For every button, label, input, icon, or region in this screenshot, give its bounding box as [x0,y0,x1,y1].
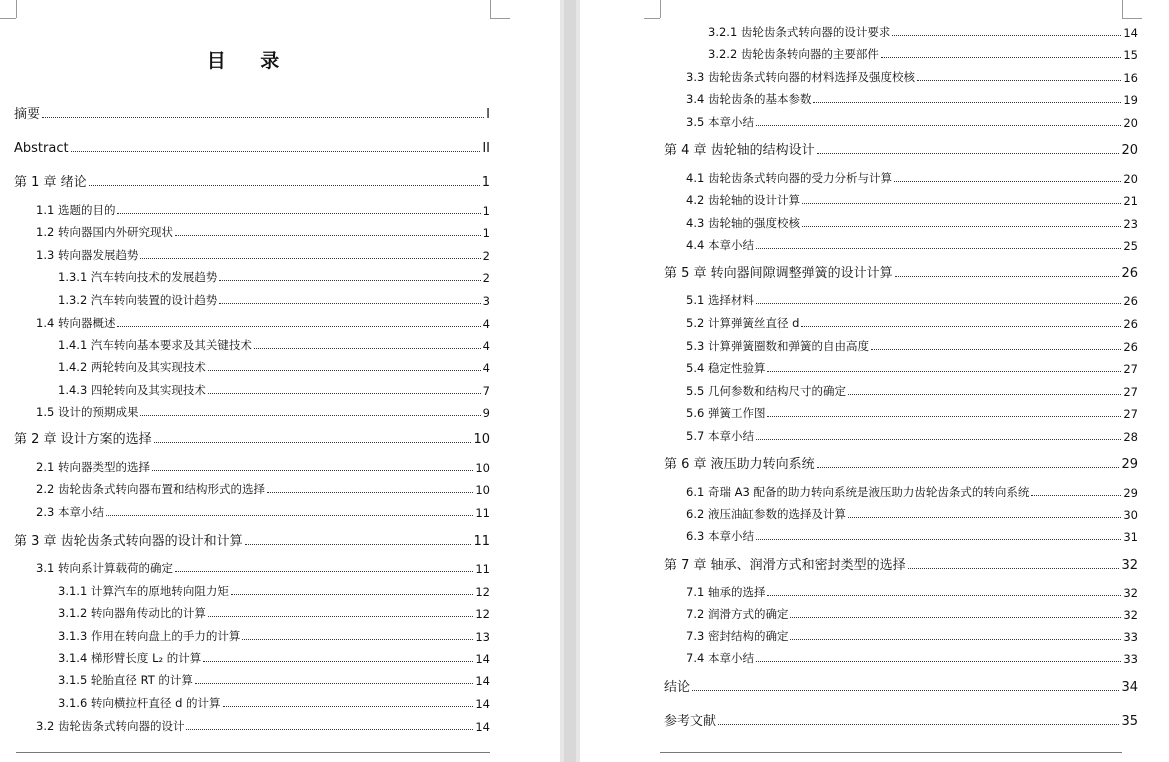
toc-dot-leader [756,248,1121,249]
toc-page-right [580,0,1169,762]
toc-entry-title: 6.1 奇瑞 A3 配备的助力转向系统是液压助力齿轮齿条式的转向系统 [686,485,1030,499]
crop-mark [16,0,17,18]
toc-dot-leader [89,185,480,186]
toc-entry-page: 16 [1123,71,1138,85]
toc-entry-page: 10 [475,461,490,475]
toc-dot-leader [767,371,1121,372]
toc-dot-leader [917,80,1121,81]
toc-entry-title: 第 4 章 齿轮轴的结构设计 [664,143,815,158]
toc-entry-page: 19 [1123,93,1138,107]
toc-entry-title: 第 7 章 轴承、润滑方式和密封类型的选择 [664,558,906,573]
toc-entry[interactable] [686,381,1138,399]
crop-mark [660,0,661,18]
toc-dot-leader [892,35,1121,36]
toc-entry[interactable] [36,402,490,420]
toc-entry-title: 2.1 转向器类型的选择 [36,460,150,474]
toc-entry[interactable] [686,190,1138,208]
toc-dot-leader [242,639,473,640]
toc-dot-leader [871,349,1121,350]
toc-entry-title: 3.2.1 齿轮齿条式转向器的设计要求 [708,25,891,39]
toc-entry-page: 1 [481,175,490,190]
toc-entry[interactable] [36,457,490,475]
toc-entry[interactable] [36,200,490,218]
toc-dot-leader [42,117,484,118]
toc-entry-page: 21 [1123,194,1138,208]
toc-dot-leader [767,416,1121,417]
toc-dot-leader [895,276,1120,277]
toc-entry-title: 5.7 本章小结 [686,429,754,443]
toc-entry-title: 4.1 齿轮齿条式转向器的受力分析与计算 [686,171,892,185]
toc-entry[interactable] [664,454,1138,472]
toc-entry-title: 3.3 齿轮齿条式转向器的材料选择及强度校核 [686,70,915,84]
toc-entry-title: 3.5 本章小结 [686,115,754,129]
toc-entry[interactable] [708,22,1138,40]
toc-dot-leader [848,394,1121,395]
toc-entry-page: 14 [475,697,490,711]
toc-entry-page: 12 [475,585,490,599]
toc-entry-page: 4 [482,317,490,331]
toc-entry-page: 3 [482,294,490,308]
toc-entry[interactable] [686,426,1138,444]
toc-entry-title: 第 3 章 齿轮齿条式转向器的设计和计算 [14,534,243,549]
toc-entry-title: 3.1.1 计算汽车的原地转向阻力矩 [58,584,229,598]
toc-dot-leader [219,303,480,304]
toc-entry-page: 10 [473,432,490,447]
toc-entry[interactable] [686,235,1138,253]
toc-entry[interactable] [58,380,490,398]
toc-dot-leader [718,724,1119,725]
toc-dot-leader [817,467,1120,468]
toc-entry[interactable] [58,267,490,285]
toc-dot-leader [208,370,481,371]
toc-entry[interactable] [686,67,1138,85]
toc-entry-title: 6.3 本章小结 [686,529,754,543]
toc-entry[interactable] [58,581,490,599]
toc-entry[interactable] [58,290,490,308]
toc-dot-leader [802,226,1121,227]
toc-entry[interactable] [686,313,1138,331]
toc-entry-page: 26 [1123,340,1138,354]
crop-mark [490,18,510,19]
toc-entry-title: 5.3 计算弹簧圈数和弹簧的自由高度 [686,339,869,353]
toc-entry[interactable] [686,504,1138,522]
toc-entry-title: 1.4.3 四轮转向及其实现技术 [58,383,206,397]
toc-entry-page: 14 [475,720,490,734]
toc-dot-leader [767,595,1121,596]
toc-entry-title: 1.4 转向器概述 [36,316,116,330]
crop-mark [490,0,491,18]
crop-mark [0,18,16,19]
toc-entry-page: 27 [1123,362,1138,376]
toc-entry[interactable] [686,526,1138,544]
toc-entry-page: 35 [1121,714,1138,729]
toc-entry-title: 1.4.2 两轮转向及其实现技术 [58,360,206,374]
toc-dot-leader [223,706,474,707]
toc-entry-page: 25 [1123,239,1138,253]
toc-dot-leader [881,57,1121,58]
toc-dot-leader [790,639,1121,640]
toc-entry-page: 7 [482,384,490,398]
toc-entry-title: 3.1.4 梯形臂长度 L₂ 的计算 [58,651,202,665]
toc-entry-page: 27 [1123,385,1138,399]
toc-entry-title: 4.2 齿轮轴的设计计算 [686,193,800,207]
toc-entry-title: 7.2 润滑方式的确定 [686,607,789,621]
toc-entry-title: 6.2 液压油缸参数的选择及计算 [686,507,846,521]
toc-entry-title: 5.6 弹簧工作图 [686,406,766,420]
toc-entry-page: 32 [1123,586,1138,600]
toc-dot-leader [756,661,1121,662]
toc-entry-title: 1.4.1 汽车转向基本要求及其关键技术 [58,338,252,352]
toc-entry-title: 1.5 设计的预期成果 [36,405,139,419]
toc-entry[interactable] [36,222,490,240]
toc-entry-page: 20 [1123,172,1138,186]
toc-entry[interactable] [14,172,490,190]
toc-entry[interactable] [36,716,490,734]
toc-dot-leader [756,539,1121,540]
toc-entry-page: 29 [1121,457,1138,472]
toc-entry-page: 33 [1123,652,1138,666]
toc-dot-leader [790,617,1121,618]
toc-entry[interactable] [14,138,490,156]
gutter-strip [564,0,576,762]
toc-dot-leader [208,616,473,617]
toc-entry-title: Abstract [14,141,69,156]
toc-dot-leader [802,203,1121,204]
toc-entry[interactable] [686,112,1138,130]
toc-entry-page: 1 [482,226,490,240]
toc-entry-title: 7.4 本章小结 [686,651,754,665]
toc-entry[interactable] [58,357,490,375]
toc-entry-title: 1.3.1 汽车转向技术的发展趋势 [58,270,218,284]
toc-entry-page: 32 [1123,608,1138,622]
toc-entry-page: 26 [1123,294,1138,308]
toc-dot-leader [813,102,1121,103]
toc-entry-page: 14 [1123,26,1138,40]
toc-dot-leader [106,515,473,516]
toc-entry[interactable] [686,626,1138,644]
toc-dot-leader [219,280,480,281]
toc-entry-title: 2.3 本章小结 [36,505,104,519]
toc-entry-title: 5.5 几何参数和结构尺寸的确定 [686,384,846,398]
toc-entry[interactable] [36,313,490,331]
toc-title: 目 录 [206,50,294,72]
toc-entry-page: 11 [475,506,490,520]
toc-entry-page: 20 [1121,143,1138,158]
toc-entry-page: 27 [1123,407,1138,421]
toc-entry-page: 34 [1121,680,1138,695]
toc-entry-title: 3.1.3 作用在转向盘上的手力的计算 [58,629,241,643]
toc-entry[interactable] [58,670,490,688]
toc-entry-page: II [482,141,490,156]
toc-entry-title: 7.3 密封结构的确定 [686,629,789,643]
toc-entry[interactable] [686,648,1138,666]
toc-dot-leader [203,661,473,662]
toc-entry[interactable] [686,168,1138,186]
toc-entry-page: 2 [482,271,490,285]
toc-entry[interactable] [664,711,1138,729]
toc-entry[interactable] [36,558,490,576]
toc-entry-title: 7.1 轴承的选择 [686,585,766,599]
toc-entry[interactable] [58,603,490,621]
toc-dot-leader [908,568,1120,569]
crop-mark [1122,0,1123,18]
toc-entry-title: 3.1 转向系计算载荷的确定 [36,561,173,575]
toc-dot-leader [195,683,473,684]
toc-entry-title: 1.1 选题的目的 [36,203,116,217]
toc-entry-title: 摘要 [14,107,41,122]
toc-entry-title: 4.3 齿轮轴的强度校核 [686,216,800,230]
toc-dot-leader [117,213,480,214]
page-bottom-rule [660,752,1122,753]
toc-entry-title: 第 1 章 绪论 [14,175,87,190]
toc-entry[interactable] [686,403,1138,421]
toc-dot-leader [801,326,1121,327]
toc-dot-leader [756,125,1121,126]
toc-entry[interactable] [14,429,490,447]
toc-entry[interactable] [664,140,1138,158]
toc-entry-page: 14 [475,674,490,688]
toc-dot-leader [231,594,473,595]
toc-entry[interactable] [36,502,490,520]
toc-dot-leader [117,326,480,327]
toc-entry[interactable] [58,648,490,666]
toc-entry[interactable] [58,693,490,711]
toc-entry[interactable] [686,604,1138,622]
toc-entry-title: 3.1.6 转向横拉杆直径 d 的计算 [58,696,221,710]
page-bottom-rule [16,752,490,753]
toc-entry-page: 30 [1123,508,1138,522]
toc-dot-leader [140,415,480,416]
toc-dot-leader [894,181,1121,182]
toc-entry-title: 4.4 本章小结 [686,238,754,252]
toc-entry-page: 15 [1123,48,1138,62]
toc-entry-page: 13 [475,630,490,644]
toc-entry-title: 3.2.2 齿轮齿条转向器的主要部件 [708,47,879,61]
toc-dot-leader [756,303,1121,304]
toc-dot-leader [175,235,481,236]
toc-entry[interactable] [664,263,1138,281]
toc-entry-page: 12 [475,607,490,621]
toc-entry-title: 3.2 齿轮齿条式转向器的设计 [36,719,185,733]
toc-entry-title: 1.3 转向器发展趋势 [36,248,139,262]
toc-entry[interactable] [14,531,490,549]
toc-entry-page: 9 [482,406,490,420]
toc-entry-page: 1 [482,204,490,218]
toc-dot-leader [1031,495,1121,496]
page-gutter [560,0,580,762]
toc-dot-leader [817,153,1120,154]
toc-entry-page: 2 [482,249,490,263]
toc-entry-page: 10 [475,483,490,497]
toc-entry-title: 1.2 转向器国内外研究现状 [36,225,173,239]
toc-entry-page: 14 [475,652,490,666]
toc-entry-title: 1.3.2 汽车转向装置的设计趋势 [58,293,218,307]
toc-entry[interactable] [14,104,490,122]
toc-dot-leader [692,690,1119,691]
toc-entry-page: 4 [482,361,490,375]
toc-entry[interactable] [36,245,490,263]
toc-entry-page: 31 [1123,530,1138,544]
toc-entry-page: 33 [1123,630,1138,644]
toc-dot-leader [154,442,472,443]
toc-dot-leader [267,492,473,493]
toc-entry-page: 11 [473,534,490,549]
toc-entry[interactable] [686,482,1138,500]
toc-entry-title: 5.4 稳定性验算 [686,361,766,375]
toc-entry[interactable] [686,89,1138,107]
crop-mark [1122,18,1142,19]
toc-entry-title: 3.4 齿轮齿条的基本参数 [686,92,812,106]
toc-dot-leader [208,393,481,394]
toc-dot-leader [245,544,472,545]
toc-entry[interactable] [686,290,1138,308]
toc-entry[interactable] [58,626,490,644]
toc-entry-title: 3.1.5 轮胎直径 RT 的计算 [58,673,193,687]
toc-entry-page: 23 [1123,217,1138,231]
toc-page-left [0,0,560,762]
toc-entry-page: 28 [1123,430,1138,444]
toc-entry-page: 26 [1123,317,1138,331]
toc-entry-title: 5.2 计算弹簧丝直径 d [686,316,800,330]
toc-dot-leader [152,470,473,471]
toc-entry-title: 5.1 选择材料 [686,293,754,307]
toc-entry[interactable] [686,336,1138,354]
toc-dot-leader [756,439,1121,440]
toc-dot-leader [848,517,1121,518]
toc-dot-leader [140,258,480,259]
toc-entry-title: 第 2 章 设计方案的选择 [14,432,152,447]
toc-dot-leader [175,571,473,572]
toc-entry-page: 29 [1123,486,1138,500]
toc-entry[interactable] [58,335,490,353]
toc-entry[interactable] [686,582,1138,600]
toc-entry-title: 3.1.2 转向器角传动比的计算 [58,606,206,620]
toc-entry-title: 第 5 章 转向器间隙调整弹簧的设计计算 [664,266,893,281]
toc-dot-leader [254,348,481,349]
toc-entry-page: 20 [1123,116,1138,130]
toc-entry[interactable] [686,358,1138,376]
toc-entry-page: I [486,107,490,122]
toc-dot-leader [71,151,481,152]
toc-entry-title: 结论 [664,680,691,695]
toc-entry-page: 26 [1121,266,1138,281]
toc-dot-leader [186,729,473,730]
toc-entry-page: 11 [475,562,490,576]
toc-entry[interactable] [686,213,1138,231]
toc-entry[interactable] [664,677,1138,695]
toc-entry[interactable] [664,555,1138,573]
toc-entry-title: 2.2 齿轮齿条式转向器布置和结构形式的选择 [36,482,265,496]
toc-entry[interactable] [36,479,490,497]
toc-entry-title: 参考文献 [664,714,717,729]
toc-entry-page: 32 [1121,558,1138,573]
crop-mark [644,18,660,19]
toc-entry[interactable] [708,44,1138,62]
toc-entry-page: 4 [482,339,490,353]
toc-entry-title: 第 6 章 液压助力转向系统 [664,457,815,472]
